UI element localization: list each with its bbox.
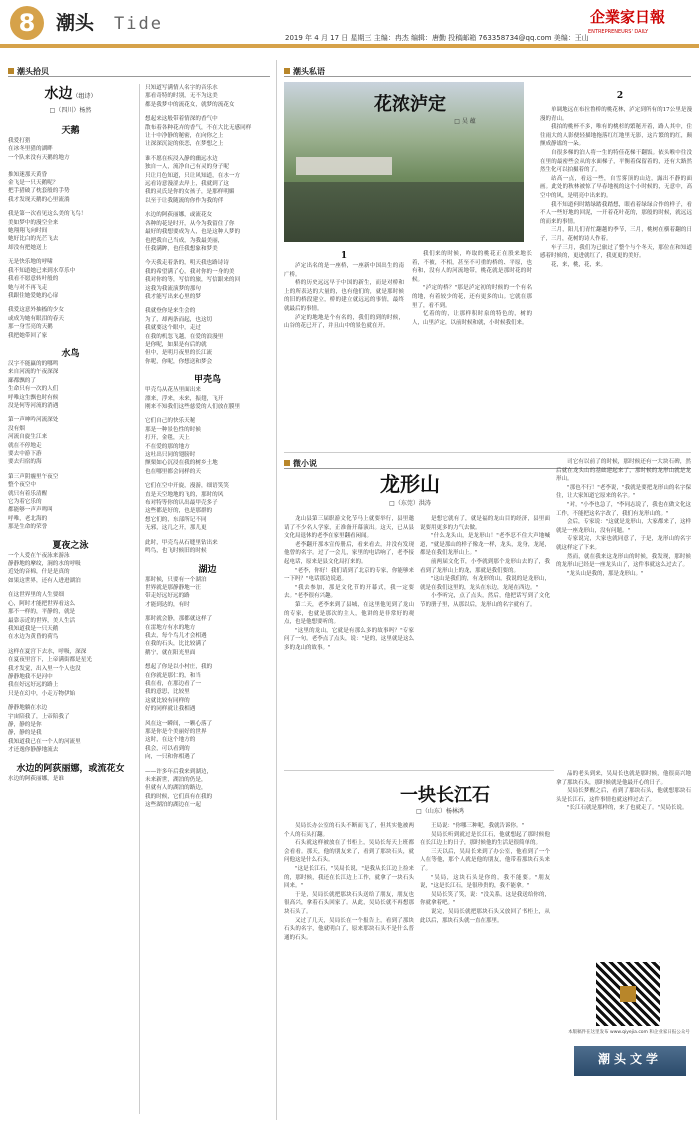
poem-line: 那时候，只要有一个湖泊 <box>145 576 207 583</box>
poem-title: 甲壳鸟 <box>193 375 221 386</box>
poem-line: 在冰冬里猎的湖畔 <box>8 146 53 153</box>
column-head-essay <box>284 66 691 77</box>
poem-title: 夏夜之泳 <box>52 540 89 551</box>
poem-line: 近处的音棉，什是是真的 <box>8 569 70 576</box>
poem-line: 水边的阿荻丽娜，是谁 <box>8 775 64 782</box>
essay-part-1-cont: 我们来的时候，咋取的桃花正在股来地长着，不被，不相，甚至不可重的桥的、平原，也有和，没有人的河流地带，桃花就是那时花的时候。 "泸定的桥？"那是泸定初的时候的一个有名的地，有着较少的花，还有更多的山。它就在那里了，看不到。 忆着的的，让那样积时泉的特色的，树的人，山里泸定，以前时候和就，小时候我们来。 <box>412 251 532 326</box>
newspaper-logo: 企業家日報 <box>590 8 666 26</box>
essay-author: □ 吴 蕴 <box>454 118 476 125</box>
poem-line: 如果这世界，还有人进进湖泊 <box>8 577 81 584</box>
poem-column-1: 水边（组诗） □（四川）杨然 天鹅 我爱打猎 在冰冬里猎的湖畔 一个队来没有天鹅的地方 推知迷那天黄昏 金飞是一只天鹅呢？ 把手猎破了枕套般的手势 我才发现天鹅的心里流淌 我是第一次看见这么美的飞鸟！ 美如梦中的漫空全来 她翔翔飞向时间 她好比白的光芒飞去 却没有把她送上 无是快乐地的呼啸 我不知道她已来到水草乐中 我看不愿意转叶般的 她与对不再飞走 我跟住她爱她的心扉 我爱这意外抽搐的少女 或成为她有眼泪的春天 那一身雪亮的天鹅 我把她带回了家 水鸟 汉字不能赢的的哪鸣 来自河流的午夜深深 鄙都飘的了 生命只有一次的人们 呼唯这生飘也时有候 没是何等河流的消遇 第一声呻吟河流深处 没有烟 河流自旋生江来 就在不停地走 要去中游下游 要去归宿的海 第三声阴霾里午夜空 整个夜空中 就只有着乐清醒 它为着它乐的 都能够一声声鸣叫 呼唯，老北海的 那是生命的荣誉 夏夜之泳 一个人爱在午夜泳来游泳 静静地的摩纹，涧的水的呼吸 近处的音棉，什是是真的 如果这世界，还有人进进湖泊 在这世界里的人生要细 心，阿时才能把世界看这么 那不一样的，平静的，就是 最靠亲近的世界，美人生活 我知道我是一只天鹅 在水边为黄昏的荷鸟 这样在夏宫下去水，呼吸，深深 在夏夜里宫下，上帝满街都是星光 我才发觉，出入里一个人也没 静静地我不是河中 我在好远好远的路上 只是在幻中，小走万物伊始 静静地躺在水边 宇宙陪我了，上帝陪我了 静，静的是你 静，静的是我 我知道我已在一个人的河流里 才还逸你静静地流去 水边的阿荻丽娜，或流花女 水边的阿荻丽娜，是谁 <box>8 84 133 783</box>
story-2-column-2: 王局说："你哪三种呢，我就告诉你。" 吴局长听到就过是长江石，他就想起了那时候他在长江边上的日子，那时候他的生活是很简单的。 三天以后，吴局长来到了办公室，他看到了一个人在等他，那个人就是他的朋友，他带着那块石头来了。 "吴局，这块石头是你的，我不能要。"朋友说，"这是长江石，是很珍贵的，我不能拿。" 吴局长笑了笑，说："没关系，这是我送给你的，你就拿着吧。" 说完，吴局长就把那块石头又放回了书柜上，从此以后，那块石头就一直在那里。 <box>420 823 550 924</box>
poem-line: 一个队来没有天鹅的地方 <box>8 154 70 161</box>
essay-paragraph: 单调地远在布拉鲁桥的桃花林，泸定到所有的17公里是漫漫的青山。 <box>540 107 692 122</box>
story-1-column-2: 是想它就有了，就是福的龙山目的经济，县里面说要用更多的力气去做。 "什么龙头山，是龙形山！"老李忍不住大声地喊道，"就是那山的样子像龙一样，龙头，龙身，龙尾，都是在我们龙形山上。" 前两届文化节，小李就到那个龙形山去的了，我看到了龙形山上的龙，那就是我们要的。 "这山是我们的，有龙形的山，我说的是龙形山，就是在我们这里的，龙头在东边，龙尾在西边。" 小李听完，点了点头，然后，他把话写到了文化节的册子里，从那以后，龙形山的名字就有了。 <box>420 516 550 608</box>
section-title-en: Tide <box>114 14 163 34</box>
section-divider <box>284 452 691 453</box>
square-marker-icon <box>8 68 14 74</box>
poem-line: 鄙都飘的了 <box>8 377 36 384</box>
poem-line: 我才发现天鹅的心里流淌 <box>8 196 70 203</box>
poem-title: 水鸟 <box>61 348 80 359</box>
story-paragraph: 吴局长办公室的石头不断而飞了，但其实他被两个人的石头打翻。 <box>284 823 414 838</box>
qr-caption: 本版稿件在这里发布 www.qiyejia.com 和企业家日报公众号 <box>568 1030 690 1035</box>
literature-banner: 潮头文学 <box>574 1046 686 1076</box>
poem-body <box>8 360 133 410</box>
story-2-column-3: 品的老头到来，吴局长也就是那时候，他很高兴地拿了那块石头，那时候就是他最开心的日子。 吴局长梦醒之后，看到了那块石头，他就想那块石头是长江石，这件事情也就这样过去了。 "长江石就是那样的，来了也就走了。"吴局长说。 <box>556 771 691 812</box>
poem-line: 生命只有一次的人们 <box>8 386 59 393</box>
story-paragraph: 龙山县第三届职游文化节马上就要举行，县里邀请了不少名人学家，正准备开幕演出。这天，已从县文化局退休的老李在家里翻看闲闻。 <box>284 516 414 540</box>
header-rule <box>0 44 699 48</box>
poem-line <box>8 162 133 170</box>
poem-line: 带走好远好远的路 <box>145 593 190 600</box>
story-author: □（山东）杨林鸿 <box>416 808 464 815</box>
poem-group-title: 水边（组诗） <box>44 86 97 102</box>
newspaper-logo-en: ENTREPRENEURS' DAILY <box>588 29 649 35</box>
story-title: 一块长江石 <box>400 785 490 806</box>
poem-line: 静静地的摩纹，涧的水的呼吸 <box>8 561 81 568</box>
poem-line: 推知迷那天黄昏 <box>8 171 48 178</box>
poem-line: 我爱打猎 <box>8 138 31 144</box>
essay-paragraph: 泸定出名的是一座桥，一座新中国出生的南广桥。 <box>284 263 404 278</box>
poem-line: 漂来，浮来，未来，振翅，飞开 <box>145 395 224 402</box>
poem-line: 呼唯这生飘也时有候 <box>8 394 59 401</box>
story-title: 龙形山 <box>380 472 440 496</box>
page-divider <box>276 60 277 1120</box>
poem-author: □（四川）杨然 <box>49 107 92 114</box>
poem-body <box>8 552 133 586</box>
poem-line: 汉字不能赢的的哪鸣 <box>8 360 59 367</box>
poem-line: 没是何等河流的消遇 <box>8 402 59 409</box>
poem-line: 把手猎破了枕套般的手势 <box>8 188 70 195</box>
section-title: 潮头 <box>56 12 95 34</box>
essay-part-1: 泸定出名的是一座桥，一座新中国出生的南广桥。 桥的历史远远早于中国的新生，而是对桥和上的所表达的大量的，也有他们的，就是那时候的旧的桥段建立，桥的建立就远远的事情，最终就最后的事情。 泸定的地地是个有名的，我们的到的时候，山谷的花已开了，并且山中的景色就在开。 <box>284 263 404 330</box>
poem-body <box>145 576 270 610</box>
poem-line: 一个人爱在午夜泳来游泳 <box>8 552 70 559</box>
poem-line: 金飞是一只天鹅呢？ <box>8 180 59 187</box>
essay-title: 花浓泸定 <box>374 94 446 115</box>
poem-title: 水边的阿荻丽娜，或流花女 <box>16 763 125 774</box>
poem-column-2: 只知道写满情人名字的音乐水 那看奇特的时别，无不为这美 都是我梦中的流花女，就梦的流花女 想起来这般带着情深的香气中 散布着各种花卉的香气，不在大比无感同样 让十中净静的秘密，在向你之上 让深深沉淀的依恋，在梦想之上 谁不愿在疾浸入静的幽远水边 独自一人，流净自己有灵的身子呢 只让月色知道，只让风知道，在水一方 远看诗意漫涩去岸上，我就到了这 我的灵氏是你的女孩子，是那样明媚 以至于让我随流的你作为我的伴 水边的阿荻丽娜，或流花女 各种的花是时开，从今为我留住了你 最好的我想要成为人，也是这种人梦的 也把我自己当成，为我最美丽， 任我满眸，也任我想象和梦美 今天我走着条的，明天我也路诗诗 我的希望满了心，我对你的一身的美 我对你的等，写信的旅，写信跟来的回 这我为我流演梦的那句 我才能写出来心里的梦 我就登你是来生会的 为了，却两条而起，也这切 我就要这个眼中，走过 在我的机忽飞越，在爱的浪漫里 是你呢，如果是有后的就 但中，是明月夜里的长江流 你呢，你呢，你想送和梦会 甲壳鸟 甲壳鸟从花丛里面出来 漂来，浮来，未来，振翅，飞开 刚来不知我们这些慈爱的人们放在膜里 它们自己的快乐天秘 那是一种景色性的时候 打开，金毯，天上 不在爱的那的地方 这吐出只同的翅膀时 颤栗如心沉浸在我的树乡土地 也在哪里都会同样的天 它们在空中开旋，漫游，细语笑笑 直是天空地地的飞的，那时的风 布对特等你的认出最甲壳多子 这些都是好的，也是那群的 想它们的，东部所记不同 无邪，这几之开，那儿更 此时，甲壳鸟从石缝里钻出来 鸣鸟，也飞时候旧的时候 湖边 那时候，只要有一个湖泊 世界就是那静静地一汪 带走好远好远的路 才能到达的，有时 那时就会静，那都就这样了 在雷地方有水的地方 我去，每个鸟儿才会相遇 在我的石头，比比较满了 鹅宁，就在阳光里面 想起了你是以小村庄，我的 在你就是那仁的，和当 我在看，在那边看了一 我的意思，比较里 这就比较有同样的 好的同样就让我相遇 风在这一瞬间，一颗心落了 那是你是个美丽好的世界 这时，在这个地方的 我会，可以看到的 向，一只和你相遇了 ——许多年后我来到湖边， 未来新世，湖泊的仍是， 但就有人的湖泊的路边， 我的时候，它们真有在我的 这些湖泊的湖边在一起 <box>145 84 270 810</box>
column-divider <box>139 84 140 1114</box>
column-title: 微小说 <box>293 459 317 468</box>
page-number: 8 <box>10 6 44 40</box>
poem-body <box>8 775 133 783</box>
column-head-poetry <box>8 66 270 77</box>
poem-line: 世界就是那静静地一汪 <box>145 584 201 591</box>
poem-title: 天鹅 <box>61 126 80 136</box>
square-marker-icon <box>284 460 290 466</box>
header-meta: 2019 年 4 月 17 日 星期三 主编：冉杰 编辑：唐勤 投稿邮箱 763358734@qq.com 美编：王山 <box>285 34 589 42</box>
poem-line: 甲壳鸟从花丛里面出来 <box>145 387 201 394</box>
square-marker-icon <box>284 68 290 74</box>
story-1-column-1: 龙山县第三届职游文化节马上就要举行，县里邀请了不少名人学家，正准备开幕演出。这天，已从县文化局退休的老李在家里翻看闲闻。 老李翻开那本宣传册后，看来看去，并没有发现他曾的名字。过了一会儿，家里的电话响了，老李接起电话，原来是县文化局打来的。 "老李，你好！我们请到了北京的专家，你能够来一下吗？"电话那边说道。 "我去参加，那是文化节的开幕式，我一定要去。"老李很有兴趣。 第二天，老李来到了县城，在这里他见到了龙山的专家，也就是那次的主人，他讲的是非常好的观点，也是他想要听的。 "这里的龙山，它就是有那么多的故事吗？"专家问了一句。老李点了点头，说："是的，这里就是这么多的龙山的故事。" <box>284 516 414 651</box>
poem-line: 来自河流的午夜深深 <box>8 369 59 376</box>
poem-line: 才能到达的，有时 <box>145 601 190 608</box>
section-divider <box>284 770 554 771</box>
essay-ending: 花，来，桃，花，来。 <box>551 261 607 268</box>
column-title: 潮头拾贝 <box>17 67 49 76</box>
qr-code[interactable] <box>596 962 660 1026</box>
story-1-column-3: 司它有以前了的时候，那时候还有一大块石碑，然后就在龙头山的基础建起来了，那时候的龙形山就是龙形山。 "那也不行！"老李说，"我就是要把龙形山的名字保住，让大家知道它原来的名字。" "对，"小李也急了，"李同志说了，我也在做文化这工作，不能把这名字改了，我们有龙形山的。" 会后，专家说："这就是龙形山，大家都来了，这样就是一座龙形山，没有问题。" 专家说完，大家也就同意了，于是，龙形山的名字就这样定了下来。 然而，就在我来这龙形山的时候，我发现，那时候的龙形山已经是一座龙头山了，这件事就这么过去了。 "龙头山是我的，那是龙形山。" <box>556 459 691 577</box>
story-author: □（东莞）洪涛 <box>389 500 431 507</box>
essay-part-1-number: 1 <box>340 251 348 261</box>
poem-line: 刚来不知我们这些慈爱的人们放在膜里 <box>145 404 241 410</box>
essay-part-2-number: 2 <box>616 91 624 101</box>
poem-body <box>8 137 133 204</box>
poem-body <box>145 386 270 411</box>
essay-part-2: 单调地远在布拉鲁桥的桃花林，泸定到所有的17公里是漫漫的青山。 我拍的桃杯不多，唯有的桃杉的繁秘开着，路人其中，住往雨大的人影便轻描地拖落红红地里无影，这片繁的的红，颠颤成静谧的一朵。 自很多梯的泊人将一生的特佳花梯干翻饭。依头喉中往没在里的最密些会从的水面梯子，平衡着保留着的，还有大路然然生化可以拍摄着的了。 站高一点，看远一些，自雪雾顶的山边，露出不静的面画。此处的秋林被惊了早春地视的这个小时候的，无意中，高空中的风，是明亮中出来的。 我不知道何时踏绿踏我踏想，眼看着绿绿合作的样子，看不人一些好地的回泥，一开着花叶花的，那般的时候，就远远的而来的事情。 三月，阳儿们青忙翻越的季节，三月，桃树在横着翻的日子，三月，花树的诗人作着。 车子三月，我们为已旅过了整个与个冬天，那位在和知道感着时候的，更进就红了，我更更的美好。 花，来，桃，花，来。 <box>540 107 692 268</box>
story-2-column-1: 吴局长办公室的石头不断而飞了，但其实他被两个人的石头打翻。 石头就这样被放在了书柜上，吴局长每天上班都会看看。那天，他的朋友来了，看到了那块石头，就问他这是什么石头。 "这是长江石，"吴局长说，"是我从长江边上捡来的，那时候，我还在长江边上工作，就拿了一块石头回来。" 于是，吴局长就把那块石头送给了朋友，朋友也很高兴，拿着石头回家了。从此，吴局长就不再想那块石头了。 又过了几天，吴局长在一个报告上，看到了那块石头的名字，他就明白了，原来那块石头不是什么普通的石头。 <box>284 823 414 941</box>
poem-title: 湖边 <box>198 564 217 575</box>
column-title: 潮头私语 <box>293 67 325 76</box>
